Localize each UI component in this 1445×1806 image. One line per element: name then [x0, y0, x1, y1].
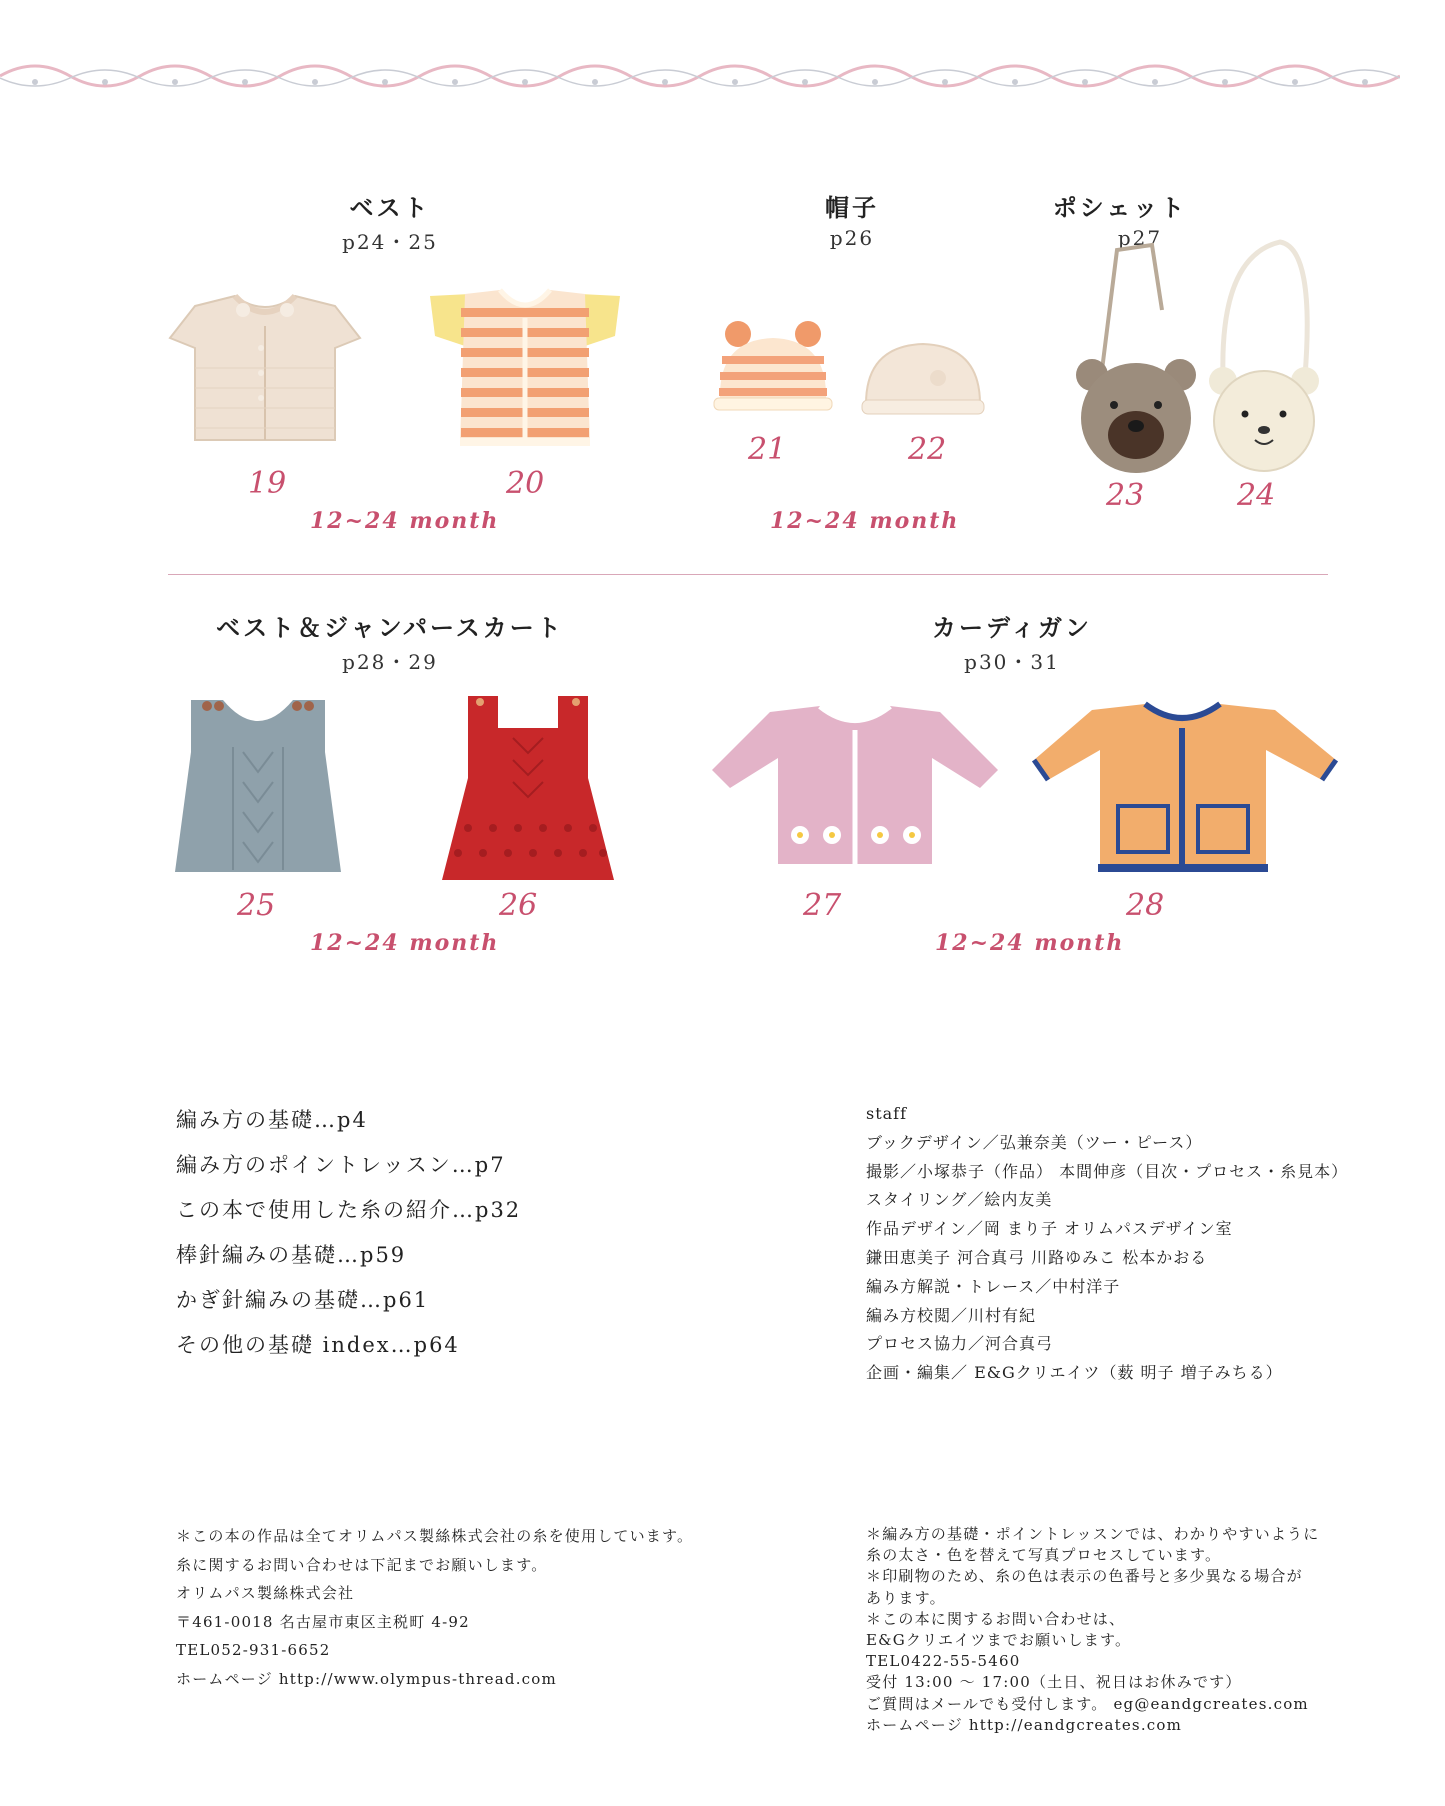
- staff-line: 作品デザイン／岡 まり子 オリムパスデザイン室: [866, 1219, 1233, 1239]
- note-line[interactable]: ホームページ http://eandgcreates.com: [866, 1715, 1183, 1734]
- note-line: ＊編み方の基礎・ポイントレッスンでは、わかりやすいように: [866, 1525, 1320, 1543]
- note-line: ＊印刷物のため、糸の色は表示の色番号と多少異なる場合が: [866, 1567, 1303, 1586]
- toc-item-crochet-basics[interactable]: かぎ針編みの基礎…p61: [176, 1288, 430, 1312]
- section-pages-vest: p24・25: [342, 230, 438, 254]
- section-title-cardigan: カーディガン: [931, 613, 1093, 642]
- item-number-20: 20: [506, 466, 545, 501]
- item-number-27: 27: [803, 888, 842, 923]
- vest-19-image: [165, 288, 365, 448]
- vest-25-image: [173, 692, 343, 882]
- item-number-22: 22: [908, 432, 947, 467]
- staff-line: 鎌田恵美子 河合真弓 川路ゆみこ 松本かおる: [866, 1247, 1208, 1267]
- section-pages-cardigan: p30・31: [964, 650, 1060, 674]
- section-title-vest-jumperskirt: ベスト＆ジャンパースカート: [216, 613, 564, 642]
- size-label-hat: 12~24 month: [770, 508, 960, 534]
- toc-item-other-index[interactable]: その他の基礎 index…p64: [176, 1333, 460, 1357]
- hat-22-image: [858, 340, 988, 420]
- note-line: 糸に関するお問い合わせは下記までお願いします。: [176, 1555, 548, 1574]
- note-line: あります。: [866, 1588, 946, 1607]
- section-pages-hat: p26: [829, 226, 875, 250]
- yarn-inquiry-notes: [176, 1522, 693, 1693]
- note-line: E&Gクリエイツまでお願いします。: [866, 1631, 1132, 1650]
- section-pages-pochette: p27: [1117, 226, 1163, 250]
- pochette-24-image: [1195, 236, 1335, 481]
- item-number-28: 28: [1126, 888, 1165, 923]
- item-number-24: 24: [1237, 478, 1276, 513]
- staff-heading: staff: [866, 1104, 908, 1123]
- item-number-26: 26: [499, 888, 538, 923]
- staff-line: 編み方解説・トレース／中村洋子: [866, 1276, 1121, 1296]
- note-line[interactable]: ホームページ http://www.olympus-thread.com: [176, 1669, 557, 1688]
- jumperskirt-26-image: [438, 688, 618, 888]
- size-label-cardigan: 12~24 month: [935, 930, 1125, 956]
- item-number-25: 25: [237, 888, 276, 923]
- item-number-23: 23: [1106, 478, 1145, 513]
- note-line[interactable]: ご質問はメールでも受付します。 eg@eandgcreates.com: [866, 1694, 1309, 1713]
- section-title-vest: ベスト: [349, 193, 431, 222]
- size-label-vest: 12~24 month: [310, 508, 500, 534]
- vest-20-image: [425, 286, 625, 451]
- book-inquiry-notes: [866, 1524, 1319, 1736]
- note-line: 受付 13:00 ～ 17:00（土日、祝日はお休みです）: [866, 1673, 1242, 1692]
- cardigan-27-image: [710, 700, 1000, 880]
- note-line: 〒461-0018 名古屋市東区主税町 4-92: [176, 1612, 470, 1631]
- item-number-21: 21: [748, 432, 787, 467]
- toc-item-knitting-basics[interactable]: 棒針編みの基礎…p59: [176, 1243, 407, 1267]
- toc-item-point-lesson[interactable]: 編み方のポイントレッスン…p7: [176, 1153, 506, 1177]
- note-line: オリムパス製絲株式会社: [176, 1584, 355, 1602]
- staff-line: プロセス協力／河合真弓: [866, 1334, 1054, 1354]
- staff-line: ブックデザイン／弘兼奈美（ツー・ピース）: [866, 1132, 1203, 1152]
- size-label-vest-jumperskirt: 12~24 month: [310, 930, 500, 956]
- note-line: TEL052-931-6652: [176, 1641, 331, 1659]
- staff-line: スタイリング／絵内友美: [866, 1190, 1053, 1210]
- pochette-23-image: [1062, 240, 1207, 480]
- item-number-19: 19: [248, 466, 287, 501]
- staff-credits: [866, 1100, 1348, 1388]
- toc-item-yarn-intro[interactable]: この本で使用した糸の紹介…p32: [176, 1198, 522, 1222]
- note-line: ＊この本に関するお問い合わせは、: [866, 1609, 1126, 1628]
- toc-item-basics[interactable]: 編み方の基礎…p4: [176, 1108, 368, 1132]
- note-line: TEL0422-55-5460: [866, 1652, 1021, 1671]
- note-line: ＊この本の作品は全てオリムパス製絲株式会社の糸を使用しています。: [176, 1527, 694, 1545]
- section-title-hat: 帽子: [825, 193, 879, 222]
- section-divider: [168, 574, 1328, 575]
- cardigan-28-image: [1030, 698, 1340, 878]
- staff-line: 撮影／小塚恭子（作品） 本間伸彦（目次・プロセス・糸見本）: [866, 1161, 1349, 1181]
- staff-line: 企画・編集／ E&Gクリエイツ（薮 明子 増子みちる）: [866, 1363, 1283, 1383]
- hat-21-image: [708, 320, 838, 415]
- staff-line: 編み方校閲／川村有紀: [866, 1305, 1037, 1325]
- note-line: 糸の太さ・色を替えて写真プロセスしています。: [866, 1546, 1222, 1565]
- section-pages-vest-jumperskirt: p28・29: [342, 650, 438, 674]
- section-title-pochette: ポシェット: [1052, 193, 1188, 222]
- decorative-border: [0, 48, 1400, 98]
- toc-list: [176, 1098, 521, 1368]
